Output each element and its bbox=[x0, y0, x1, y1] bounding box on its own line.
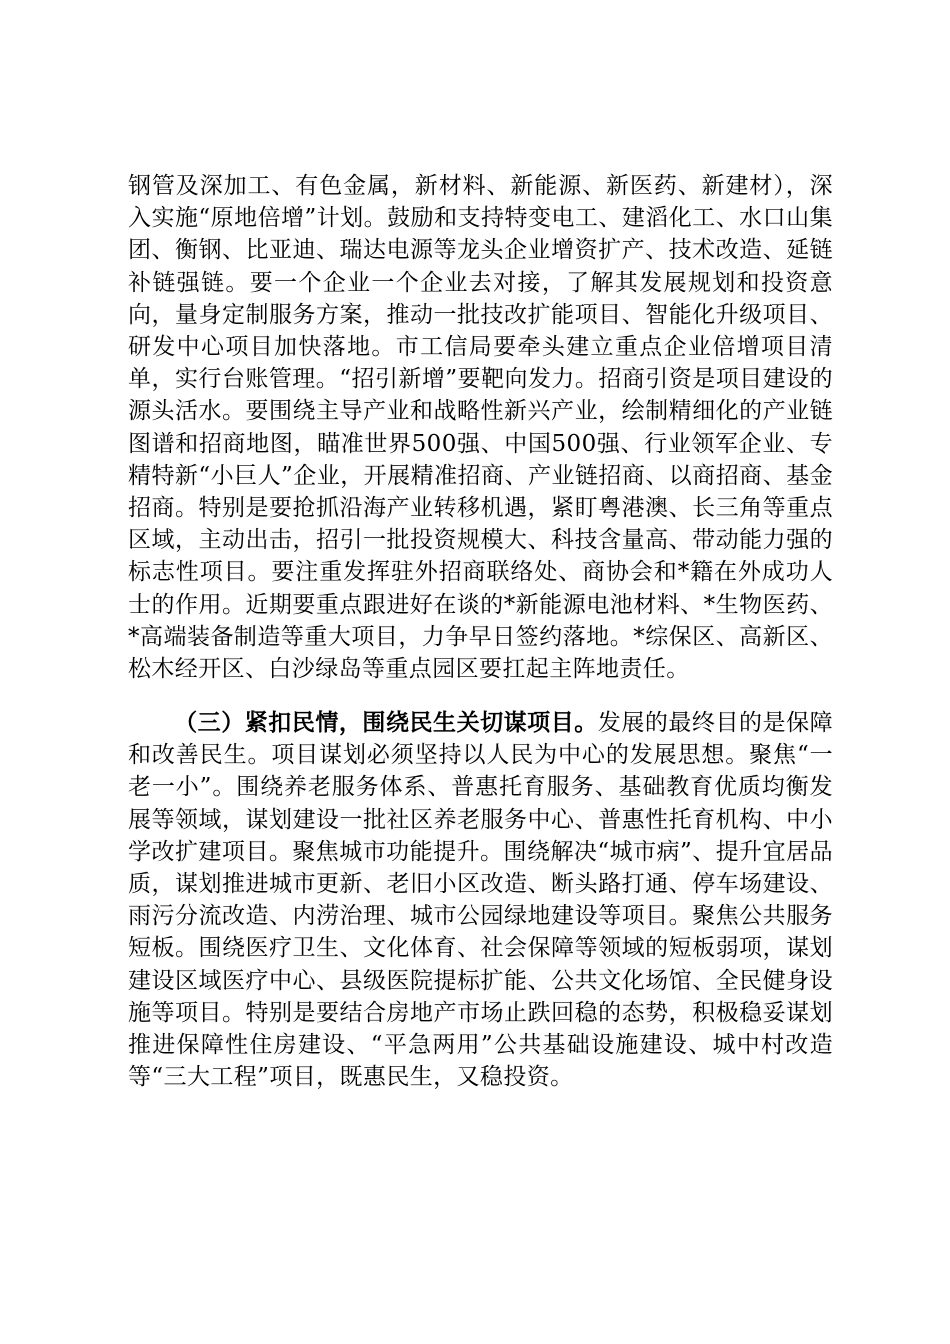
paragraph-1: 钢管及深加工、有色金属，新材料、新能源、新医药、新建材），深入实施“原地倍增”计划。鼓励和支持特变电工、建滔化工、水口山集团、衡钢、比亚迪、瑞达电源等龙头企业增资扩产、技术改造、延链补链强链。要一个企业一个企业去对接，了解其发展规划和投资意向，量身定制服务方案，推动一批技改扩能项目、智能化升级项目、研发中心项目加快落地。市工信局要牵头建立重点企业倍增项目清单，实行台账管理。“招引新增”要靶向发力。招商引资是项目建设的源头活水。要围绕主导产业和战略性新兴产业，绘制精细化的产业链图谱和招商地图，瞄准世界500强、中国500强、行业领军企业、专精特新“小巨人”企业，开展精准招商、产业链招商、以商招商、基金招商。特别是要抢抓沿海产业转移机遇，紧盯粤港澳、长三角等重点区域，主动出击，招引一批投资规模大、科技含量高、带动能力强的标志性项目。要注重发挥驻外招商联络处、商协会和*籍在外成功人士的作用。近期要重点跟进好在谈的*新能源电池材料、*生物医药、*高端装备制造等重大项目，力争早日签约落地。*综保区、高新区、松木经开区、白沙绿岛等重点园区要扛起主阵地责任。 bbox=[128, 173, 833, 683]
section-heading: （三）紧扣民情，围绕民生关切谋项目。 bbox=[174, 709, 598, 736]
paragraph-2 bbox=[128, 707, 833, 1093]
paragraph-2-body: 发展的最终目的是保障和改善民生。项目谋划必须坚持以人民为中心的发展思想。聚焦“一老一小”。围绕养老服务体系、普惠托育服务、基础教育优质均衡发展等领域，谋划建设一批社区养老服务中心、普惠性托育机构、中小学改扩建项目。聚焦城市功能提升。围绕解决“城市病”、提升宜居品质，谋划推进城市更新、老旧小区改造、断头路打通、停车场建设、雨污分流改造、内涝治理、城市公园绿地建设等项目。聚焦公共服务短板。围绕医疗卫生、文化体育、社会保障等领域的短板弱项，谋划建设区域医疗中心、县级医院提标扩能、公共文化场馆、全民健身设施等项目。特别是要结合房地产市场止跌回稳的态势，积极稳妥谋划推进保障性住房建设、“平急两用”公共基础设施建设、城中村改造等“三大工程”项目，既惠民生，又稳投资。 bbox=[128, 710, 834, 1091]
